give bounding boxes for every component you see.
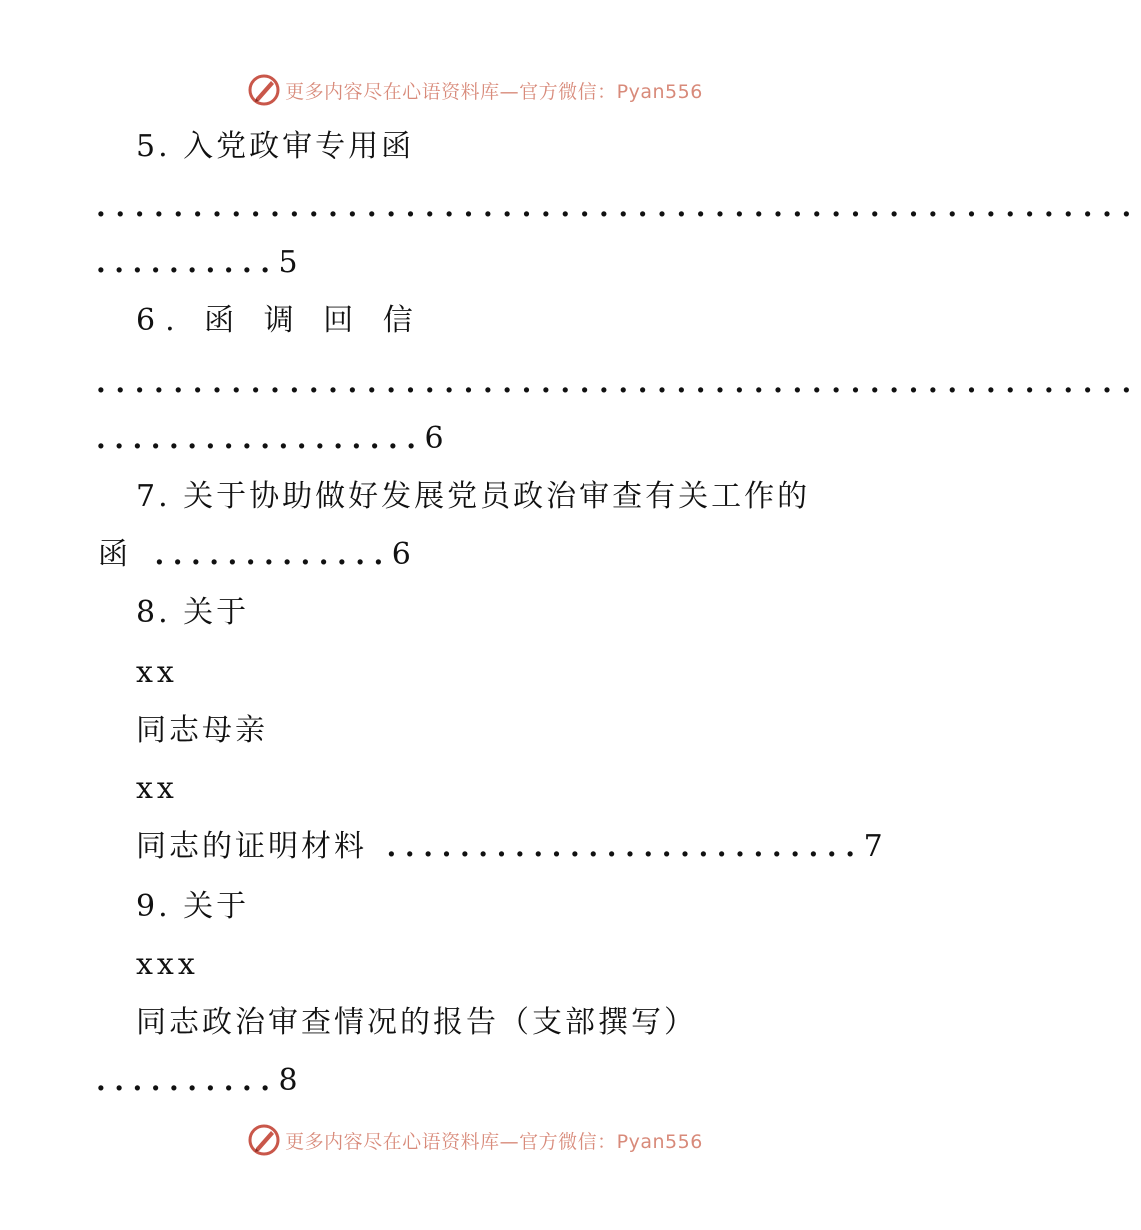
toc-entry-8-title[interactable]: 8. 关于 [136,595,250,630]
watermark-text: 更多内容尽在心语资料库—官方微信：Pyan556 [285,1130,703,1153]
toc-entry-6-leader-1: ...................................................... [96,366,1141,399]
pen-seal-icon [247,1123,281,1157]
toc-entry-9-page: 8 [278,1063,298,1098]
toc-entry-5-page: 5 [278,245,298,280]
toc-entry-7-leader: 函 .............6 [98,537,411,572]
toc-entry-6-leader-2: ..................6 [96,421,444,456]
toc-entry-8-name-1: xx [136,655,178,690]
toc-entry-8-line-3: 同志母亲 [136,713,268,748]
toc-entry-7-title[interactable]: 7. 关于协助做好发展党员政治审查有关工作的 [136,479,811,514]
toc-entry-5-leader-2: ..........5 [96,245,298,280]
toc-entry-5-leader-1: ...................................................... [96,190,1141,223]
toc-entry-9-name: xxx [136,947,199,982]
toc-entry-8-name-2: xx [136,771,178,806]
watermark-text: 更多内容尽在心语资料库—官方微信：Pyan556 [285,80,703,103]
pen-seal-icon [247,73,281,107]
toc-entry-9-title[interactable]: 9. 关于 [136,889,250,924]
toc-entry-9-line-3: 同志政治审查情况的报告（支部撰写） [136,1005,697,1040]
toc-entry-6-page: 6 [424,421,444,456]
toc-entry-8-leader: 同志的证明材料 ..........................7 [136,829,883,864]
toc-entry-6-title[interactable]: 6. 函 调 回 信 [136,303,423,338]
toc-entry-5-title[interactable]: 5. 入党政审专用函 [136,129,415,164]
toc-entry-9-leader: ..........8 [96,1063,298,1098]
toc-entry-7-page: 6 [391,537,411,572]
header-watermark [0,70,950,110]
toc-entry-8-page: 7 [863,829,883,864]
footer-watermark [0,1120,950,1160]
